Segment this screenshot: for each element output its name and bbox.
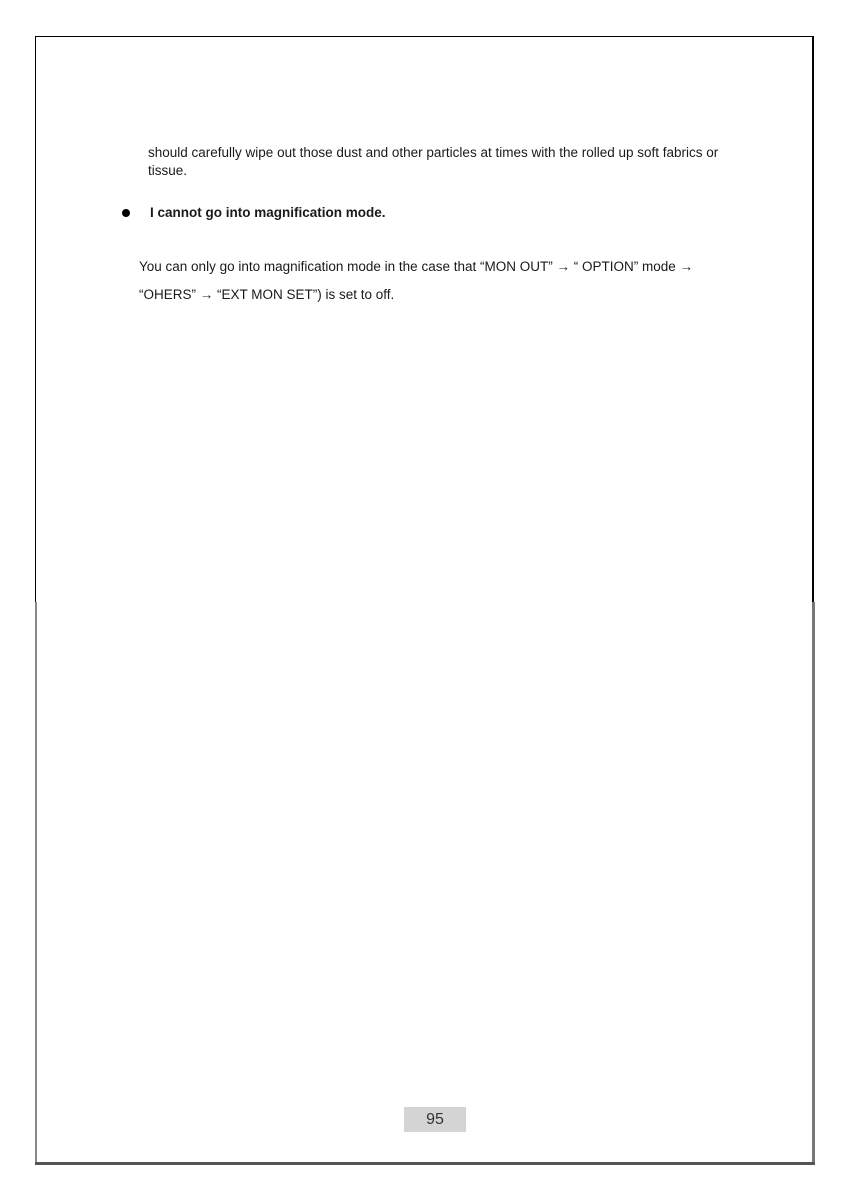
frame-shadow-bottom bbox=[35, 1162, 815, 1165]
frame-shadow-left bbox=[35, 602, 37, 1164]
faq-question: I cannot go into magnification mode. bbox=[150, 205, 386, 220]
bullet-icon bbox=[122, 209, 130, 217]
faq-question-row bbox=[122, 205, 386, 220]
page-number: 95 bbox=[404, 1107, 466, 1132]
faq-answer: You can only go into magnification mode in the case that “MON OUT” → “ OPTION” mode → “OHERS” → “EXT MON SET”) is set to off. bbox=[139, 259, 693, 302]
frame-shadow-right bbox=[812, 602, 815, 1164]
continued-paragraph: should carefully wipe out those dust and other particles at times with the rolled up soft fabrics or tissue. bbox=[148, 145, 719, 178]
